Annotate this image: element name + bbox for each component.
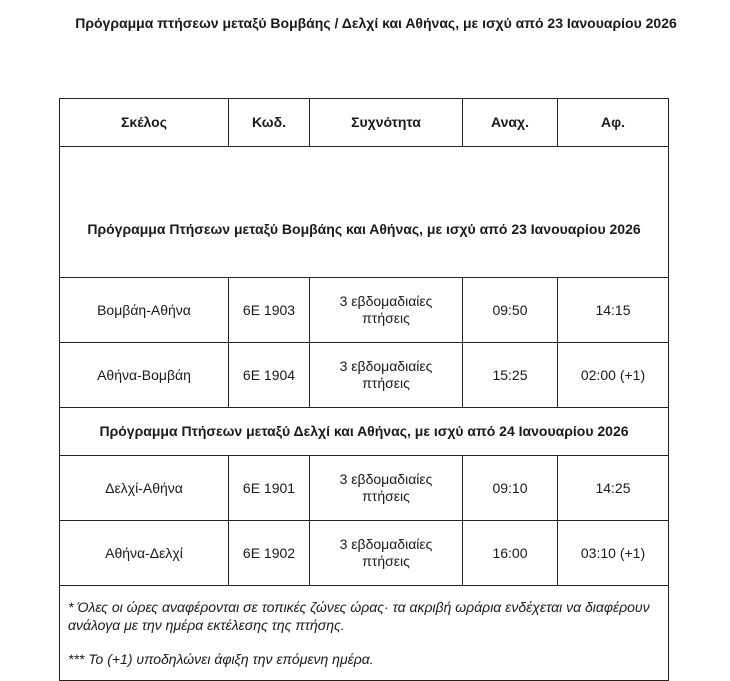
section-title-row bbox=[60, 147, 669, 278]
notes-cell bbox=[60, 586, 669, 681]
header-leg: Σκέλος bbox=[60, 99, 229, 147]
header-code: Κωδ. bbox=[229, 99, 310, 147]
cell-leg: Βομβάη-Αθήνα bbox=[60, 278, 229, 343]
cell-leg: Αθήνα-Δελχί bbox=[60, 521, 229, 586]
cell-arrival: 14:15 bbox=[558, 278, 669, 343]
cell-code: 6E 1901 bbox=[229, 456, 310, 521]
table-row bbox=[60, 456, 669, 521]
header-arrival: Αφ. bbox=[558, 99, 669, 147]
section-title-row bbox=[60, 408, 669, 456]
table-row bbox=[60, 521, 669, 586]
cell-leg: Αθήνα-Βομβάη bbox=[60, 343, 229, 408]
cell-frequency: 3 εβδομαδιαίες πτήσεις bbox=[310, 456, 463, 521]
header-frequency: Συχνότητα bbox=[310, 99, 463, 147]
cell-frequency: 3 εβδομαδιαίες πτήσεις bbox=[310, 343, 463, 408]
note-local-times: * Όλες οι ώρες αναφέρονται σε τοπικές ζώνες ώρας· τα ακριβή ωράρια ενδέχεται να διαφέρουν ανάλογα με την ημέρα εκτέλεσης της πτήσης. bbox=[68, 599, 650, 633]
section-title-mumbai-athens: Πρόγραμμα Πτήσεων μεταξύ Βομβάης και Αθήνας, με ισχύ από 23 Ιανουαρίου 2026 bbox=[60, 147, 669, 278]
flight-schedule-table bbox=[59, 98, 669, 681]
note-spacer bbox=[68, 634, 660, 650]
cell-departure: 09:10 bbox=[463, 456, 558, 521]
page-title: Πρόγραμμα πτήσεων μεταξύ Βομβάης / Δελχί και Αθήνας, με ισχύ από 23 Ιανουαρίου 2026 bbox=[75, 15, 677, 31]
cell-frequency: 3 εβδομαδιαίες πτήσεις bbox=[310, 278, 463, 343]
note-next-day: *** Το (+1) υποδηλώνει άφιξη την επόμενη ημέρα. bbox=[68, 651, 374, 667]
cell-code: 6E 1904 bbox=[229, 343, 310, 408]
cell-leg: Δελχί-Αθήνα bbox=[60, 456, 229, 521]
table-row bbox=[60, 343, 669, 408]
section-title-delhi-athens: Πρόγραμμα Πτήσεων μεταξύ Δελχί και Αθήνας, με ισχύ από 24 Ιανουαρίου 2026 bbox=[60, 408, 669, 456]
table-header-row bbox=[60, 99, 669, 147]
cell-departure: 16:00 bbox=[463, 521, 558, 586]
header-departure: Αναχ. bbox=[463, 99, 558, 147]
cell-arrival: 03:10 (+1) bbox=[558, 521, 669, 586]
cell-code: 6E 1903 bbox=[229, 278, 310, 343]
cell-frequency: 3 εβδομαδιαίες πτήσεις bbox=[310, 521, 463, 586]
cell-code: 6E 1902 bbox=[229, 521, 310, 586]
cell-departure: 09:50 bbox=[463, 278, 558, 343]
cell-arrival: 02:00 (+1) bbox=[558, 343, 669, 408]
cell-departure: 15:25 bbox=[463, 343, 558, 408]
notes-row bbox=[60, 586, 669, 681]
cell-arrival: 14:25 bbox=[558, 456, 669, 521]
table-row bbox=[60, 278, 669, 343]
